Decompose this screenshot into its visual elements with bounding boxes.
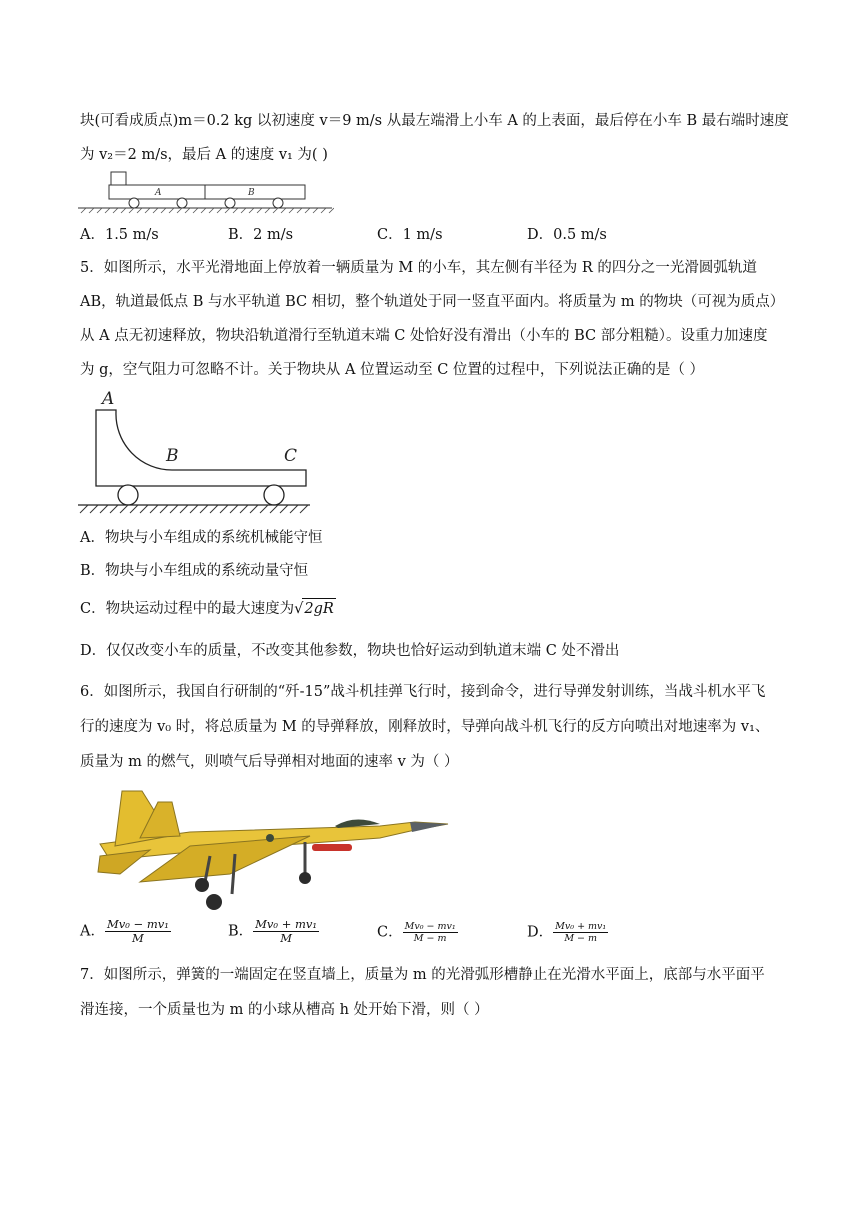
fraction-numerator: Mv₀ − mv₁ [404, 921, 456, 932]
q5-text-line3: 从 A 点无初速释放，物块沿轨道滑行至轨道末端 C 处恰好没有滑出（小车的 BC 部分粗糙）。设重力加速度 [80, 328, 768, 344]
fraction-numerator: Mv₀ + mv₁ [555, 921, 607, 932]
q6-option-b-fraction [253, 918, 319, 945]
sqrt-symbol: √ [294, 601, 304, 617]
q7-text-line2: 滑连接，一个质量也为 m 的小球从槽高 h 处开始下滑，则（ ） [80, 1002, 489, 1018]
q6-option-d-label: D． [527, 924, 554, 941]
q4-text-line1: 块(可看成质点)m＝0.2 kg 以初速度 v＝9 m/s 从最左端滑上小车 A 的上表面，最后停在小车 B 最右端时速度 [80, 113, 789, 129]
q6-option-d[interactable] [527, 921, 608, 944]
q5-text-line2: AB，轨道最低点 B 与水平轨道 BC 相切，整个轨道处于同一竖直平面内。将质量为 m 的物块（可视为质点） [80, 294, 785, 310]
q4-text-line2: 为 v₂＝2 m/s，最后 A 的速度 v₁ 为( ) [80, 147, 328, 163]
fraction-denominator: M − m [413, 933, 447, 944]
q5-option-b[interactable]: B．物块与小车组成的系统动量守恒 [80, 563, 309, 579]
q6-option-b[interactable] [228, 918, 319, 945]
q5-option-c[interactable] [80, 598, 336, 619]
q5-option-d[interactable]: D．仅仅改变小车的质量，不改变其他参数，物块也恰好运动到轨道末端 C 处不滑出 [80, 643, 620, 659]
fraction-numerator: Mv₀ − mv₁ [106, 917, 169, 931]
q6-text-line3: 质量为 m 的燃气，则喷气后导弹相对地面的速率 v 为（ ） [80, 754, 459, 770]
q4-option-b[interactable]: B．2 m/s [228, 227, 294, 243]
q5-option-c-radicand: 2gR [302, 598, 335, 619]
q6-text-line2: 行的速度为 v₀ 时，将总质量为 M 的导弹释放，刚释放时，导弹向战斗机飞行的反方向喷出对地速率为 v₁、 [80, 719, 770, 735]
cart-a-label: A [155, 188, 162, 198]
q5-text-line4: 为 g，空气阻力可忽略不计。关于物块从 A 位置运动至 C 位置的过程中，下列说法正确的是（ ） [80, 362, 704, 378]
fraction-numerator: Mv₀ + mv₁ [255, 917, 317, 931]
q6-option-a-fraction [105, 918, 171, 945]
q6-option-a-label: A． [80, 923, 105, 940]
q5-option-a[interactable]: A．物块与小车组成的系统机械能守恒 [80, 530, 323, 546]
q4-option-c[interactable]: C．1 m/s [377, 227, 443, 243]
q6-option-d-fraction [553, 921, 608, 944]
q4-option-d[interactable]: D．0.5 m/s [527, 227, 607, 243]
fraction-denominator: M − m [564, 933, 598, 944]
point-a-label: A [102, 389, 115, 409]
two-carts-figure [78, 170, 334, 214]
q7-text-line1: 7．如图所示，弹簧的一端固定在竖直墙上，质量为 m 的光滑弧形槽静止在光滑水平面上，底部与水平面平 [80, 967, 765, 983]
fraction-denominator: M [132, 931, 144, 945]
q5-option-c-text: C．物块运动过程中的最大速度为 [80, 601, 295, 617]
arc-track-cart-figure [78, 388, 314, 518]
q4-option-a[interactable]: A．1.5 m/s [80, 227, 159, 243]
q5-text-line1: 5．如图所示，水平光滑地面上停放着一辆质量为 M 的小车，其左侧有半径为 R 的四分之一光滑圆弧轨道 [80, 260, 757, 276]
q6-option-c[interactable] [377, 921, 458, 944]
point-b-label: B [166, 446, 179, 466]
fraction-denominator: M [280, 931, 292, 945]
q6-option-c-fraction [403, 921, 458, 944]
q6-option-a[interactable] [80, 918, 171, 945]
q6-option-b-label: B． [228, 923, 254, 940]
q6-option-c-label: C． [377, 924, 403, 941]
cart-b-label: B [248, 188, 255, 198]
point-c-label: C [284, 446, 298, 466]
q6-text-line1: 6．如图所示，我国自行研制的“歼-15”战斗机挂弹飞行时，接到命令，进行导弹发射训练，当战斗机水平飞 [80, 684, 766, 700]
fighter-jet-image [80, 786, 450, 911]
